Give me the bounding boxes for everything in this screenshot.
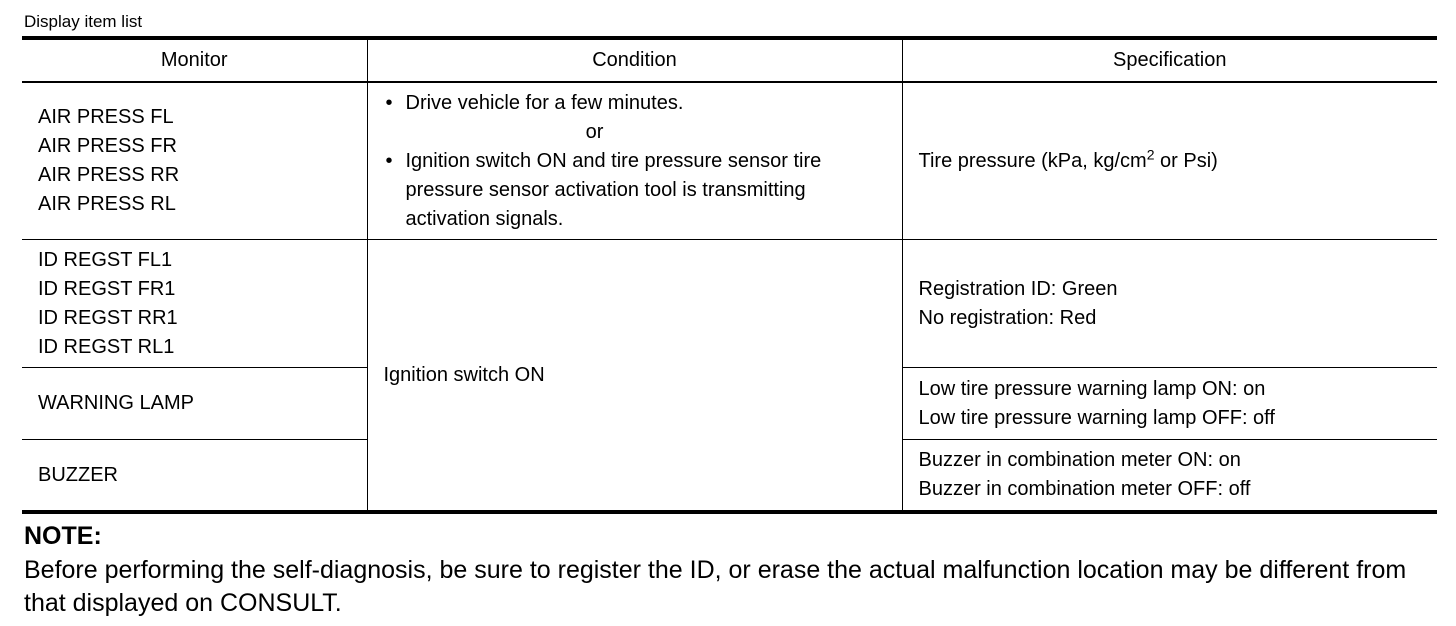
monitor-cell-buzzer: BUZZER [22, 440, 367, 513]
spec-cell-buzzer [902, 440, 1437, 513]
monitor-cell-air-press [22, 82, 367, 240]
condition-item: • Drive vehicle for a few minutes. [406, 89, 886, 118]
table-caption: Display item list [24, 12, 143, 31]
header-monitor: Monitor [22, 38, 367, 82]
spec-line: Buzzer in combination meter OFF: off [918, 478, 1251, 500]
spec-text: or Psi) [1154, 149, 1218, 172]
table-row [22, 240, 1437, 368]
condition-cell-air-press [367, 82, 902, 240]
spec-superscript: 2 [1146, 145, 1155, 162]
condition-or: or [585, 120, 604, 143]
table-header-row [22, 38, 1437, 82]
spec-line: Registration ID: Green [918, 277, 1118, 300]
note-title: NOTE: [24, 522, 102, 550]
condition-list [384, 147, 886, 234]
monitor-cell-warning-lamp: WARNING LAMP [22, 368, 367, 440]
note-body: Before performing the self-diagnosis, be sure to register the ID, or erase the actual malfunction location may be different from that displayed on CONSULT. [24, 556, 1407, 617]
spec-cell-id-regst [902, 240, 1437, 368]
spec-line: Buzzer in combination meter ON: on [918, 449, 1241, 471]
condition-cell-ignition: Ignition switch ON [367, 240, 902, 513]
monitor-item: AIR PRESS FL [38, 106, 174, 128]
header-condition: Condition [367, 38, 902, 82]
monitor-cell-id-regst [22, 240, 367, 368]
condition-item: • Ignition switch ON and tire pressure sensor tire pressure sensor activation tool is transmitting activation signals. [406, 147, 886, 234]
table-row [22, 82, 1437, 240]
monitor-item: ID REGST RL1 [38, 335, 175, 358]
monitor-item: ID REGST RR1 [38, 306, 178, 329]
spec-cell-air-press [902, 82, 1437, 240]
spec-text: Tire pressure (kPa, kg/cm [918, 149, 1147, 172]
spec-line: Low tire pressure warning lamp OFF: off [918, 406, 1275, 429]
condition-list [384, 89, 886, 118]
spec-line: Low tire pressure warning lamp ON: on [918, 377, 1266, 400]
monitor-item: ID REGST FR1 [38, 277, 176, 300]
monitor-item: ID REGST FL1 [38, 248, 173, 271]
monitor-item: AIR PRESS FR [38, 135, 177, 157]
spec-cell-warning-lamp [902, 368, 1437, 440]
monitor-item: AIR PRESS RL [38, 193, 176, 215]
monitor-item: AIR PRESS RR [38, 164, 180, 186]
spec-line: No registration: Red [918, 306, 1097, 329]
display-item-table [22, 36, 1437, 514]
header-specification: Specification [902, 38, 1437, 82]
